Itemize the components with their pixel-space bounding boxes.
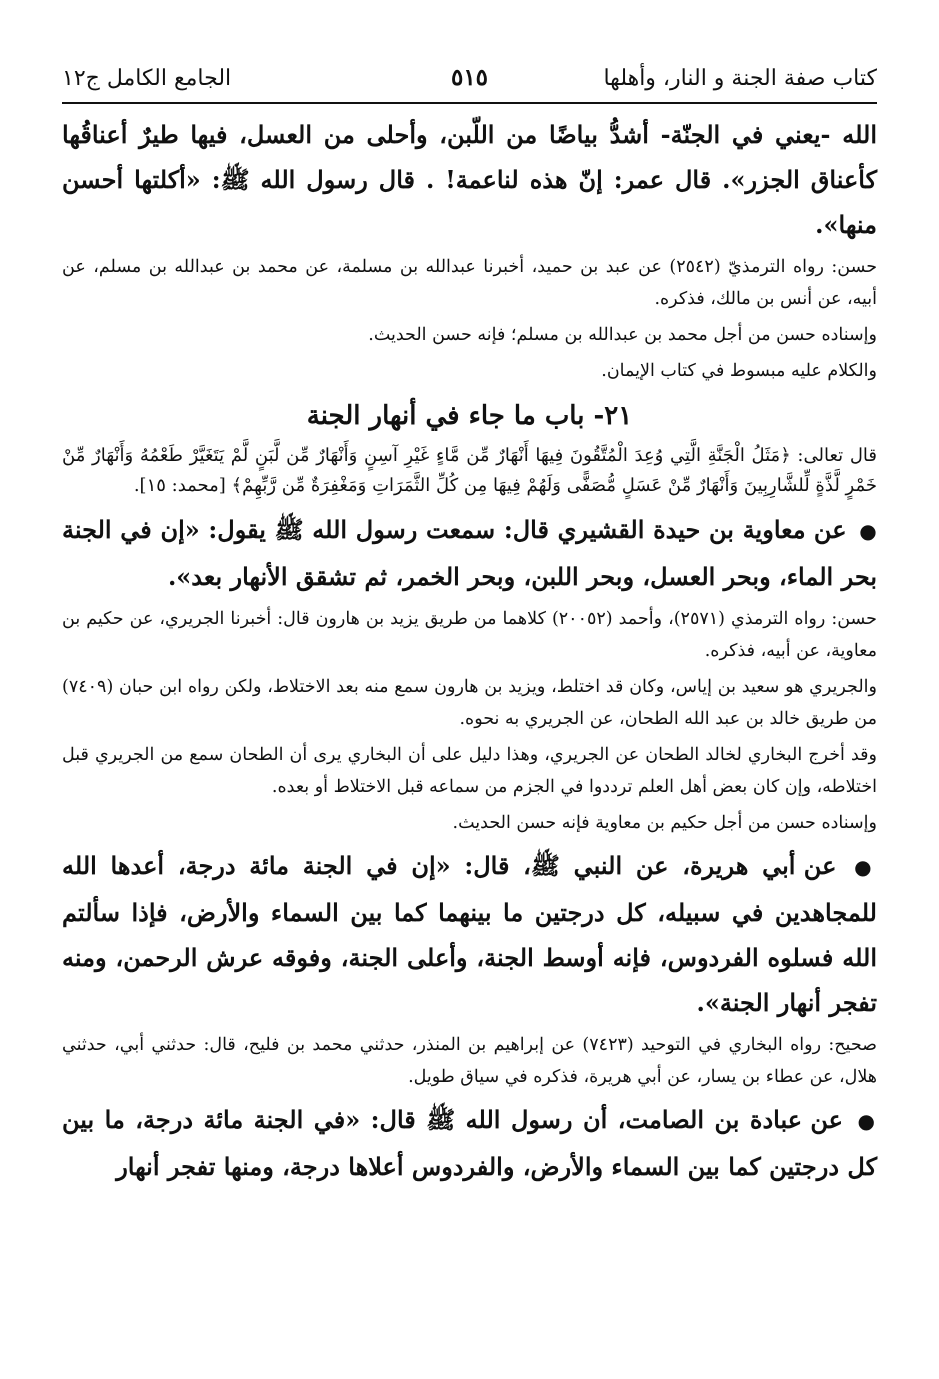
bullet-icon: ● <box>857 1109 878 1133</box>
takhrij-note: حسن: رواه الترمذيّ (٢٥٤٢) عن عبد بن حميد، أخبرنا عبدالله بن مسلمة، عن محمد بن عبدالله بن مسلم، عن أبيه، عن أنس بن مالك، فذكره. <box>62 257 878 309</box>
quran-verse: قال تعالى: ﴿مَثَلُ الْجَنَّةِ الَّتِي وُعِدَ الْمُتَّقُونَ فِيهَا أَنْهَارٌ مِّن مَّاءٍ غَيْرِ آسِنٍ وَأَنْهَارٌ مِّن لَّبَنٍ لَّمْ يَتَغَيَّرْ طَعْمُهُ وَأَنْهَارٌ مِّنْ خَمْرٍ لَّذَّةٍ لِّلشَّارِبِينَ وَأَنْهَارٌ مِّنْ عَسَلٍ مُّصَفًّى وَلَهُمْ فِيهَا مِن كُلِّ الثَّمَرَاتِ وَمَغْفِرَةٌ مِّن رَّبِّهِمْ﴾ [محمد: ١٥]. <box>62 445 877 496</box>
running-head-collection: الجامع الكامل ج١٢ <box>62 66 232 91</box>
hadith-text: ● عن معاوية بن حيدة القشيري قال: سمعت رسول الله ﷺ يقول: «إن في الجنة بحر الماء، وبحر العسل، وبحر اللبن، وبحر الخمر، ثم تشقق الأنهار بعد». <box>62 515 878 591</box>
commentary-note: والجريري هو سعيد بن إياس، وكان قد اختلط، ويزيد بن هارون سمع منه بعد الاختلاط، ولكن رواه ابن حبان (٧٤٠٩) من طريق خالد بن عبد الله الطحان، عن الجريري به نحوه. <box>62 677 877 729</box>
page-number: ٥١٥ <box>450 64 489 91</box>
takhrij-note: صحيح: رواه البخاري في التوحيد (٧٤٢٣) عن إبراهيم بن المنذر، حدثني محمد بن فليح، قال: حدثني أبي، حدثني هلال، عن عطاء بن يسار، عن أبي هريرة، فذكره في سياق طويل. <box>62 1035 877 1087</box>
page-body <box>62 112 877 1189</box>
takhrij-note: حسن: رواه الترمذي (٢٥٧١)، وأحمد (٢٠٠٥٢) كلاهما من طريق يزيد بن هارون قال: أخبرنا الجريري، عن حكيم بن معاوية، عن أبيه، فذكره. <box>62 609 877 661</box>
isnad-note: وإسناده حسن من أجل محمد بن عبدالله بن مسلم؛ فإنه حسن الحديث. <box>368 325 877 345</box>
running-head-book-title: كتاب صفة الجنة و النار، وأهلها <box>603 66 877 91</box>
chapter-heading: ٢١- باب ما جاء في أنهار الجنة <box>306 401 633 431</box>
hadith-text: الله -يعني في الجنّة- أشدُّ بياضًا من اللّبن، وأحلى من العسل، فيها طيرٌ أعناقُها كأعناق الجزر». قال عمر: إنّ هذه لناعمة! . قال رسول الله ﷺ: «أكلتها أحسن منها». <box>62 120 878 239</box>
page-header <box>62 62 877 104</box>
bullet-icon: ● <box>854 855 877 879</box>
commentary-note: وقد أخرج البخاري لخالد الطحان عن الجريري، وهذا دليل على أن البخاري يرى أن الطحان سمع من الجريري قبل اختلاطه، وإن كان بعض أهل العلم ترددوا في الجزم من سماعه قبل الاختلاط أو بعده. <box>62 745 877 797</box>
reference-note: والكلام عليه مبسوط في كتاب الإيمان. <box>601 361 877 381</box>
hadith-text: ● عن عبادة بن الصامت، أن رسول الله ﷺ قال: «في الجنة مائة درجة، ما بين كل درجتين كما بين السماء والأرض، والفردوس أعلاها درجة، ومنها تفجر أنهار <box>62 1105 878 1181</box>
hadith-text: ● عن أبي هريرة، عن النبي ﷺ، قال: «إن في الجنة مائة درجة، أعدها الله للمجاهدين في سبيله، كل درجتين ما بينهما كما بين السماء والأرض، فإذا سألتم الله فسلوه الفردوس، فإنه أوسط الجنة، وأعلى الجنة، وفوقه عرش الرحمن، ومنه تفجر أنهار الجنة». <box>62 851 877 1017</box>
isnad-note: وإسناده حسن من أجل حكيم بن معاوية فإنه حسن الحديث. <box>452 813 877 833</box>
bullet-icon: ● <box>859 519 878 543</box>
